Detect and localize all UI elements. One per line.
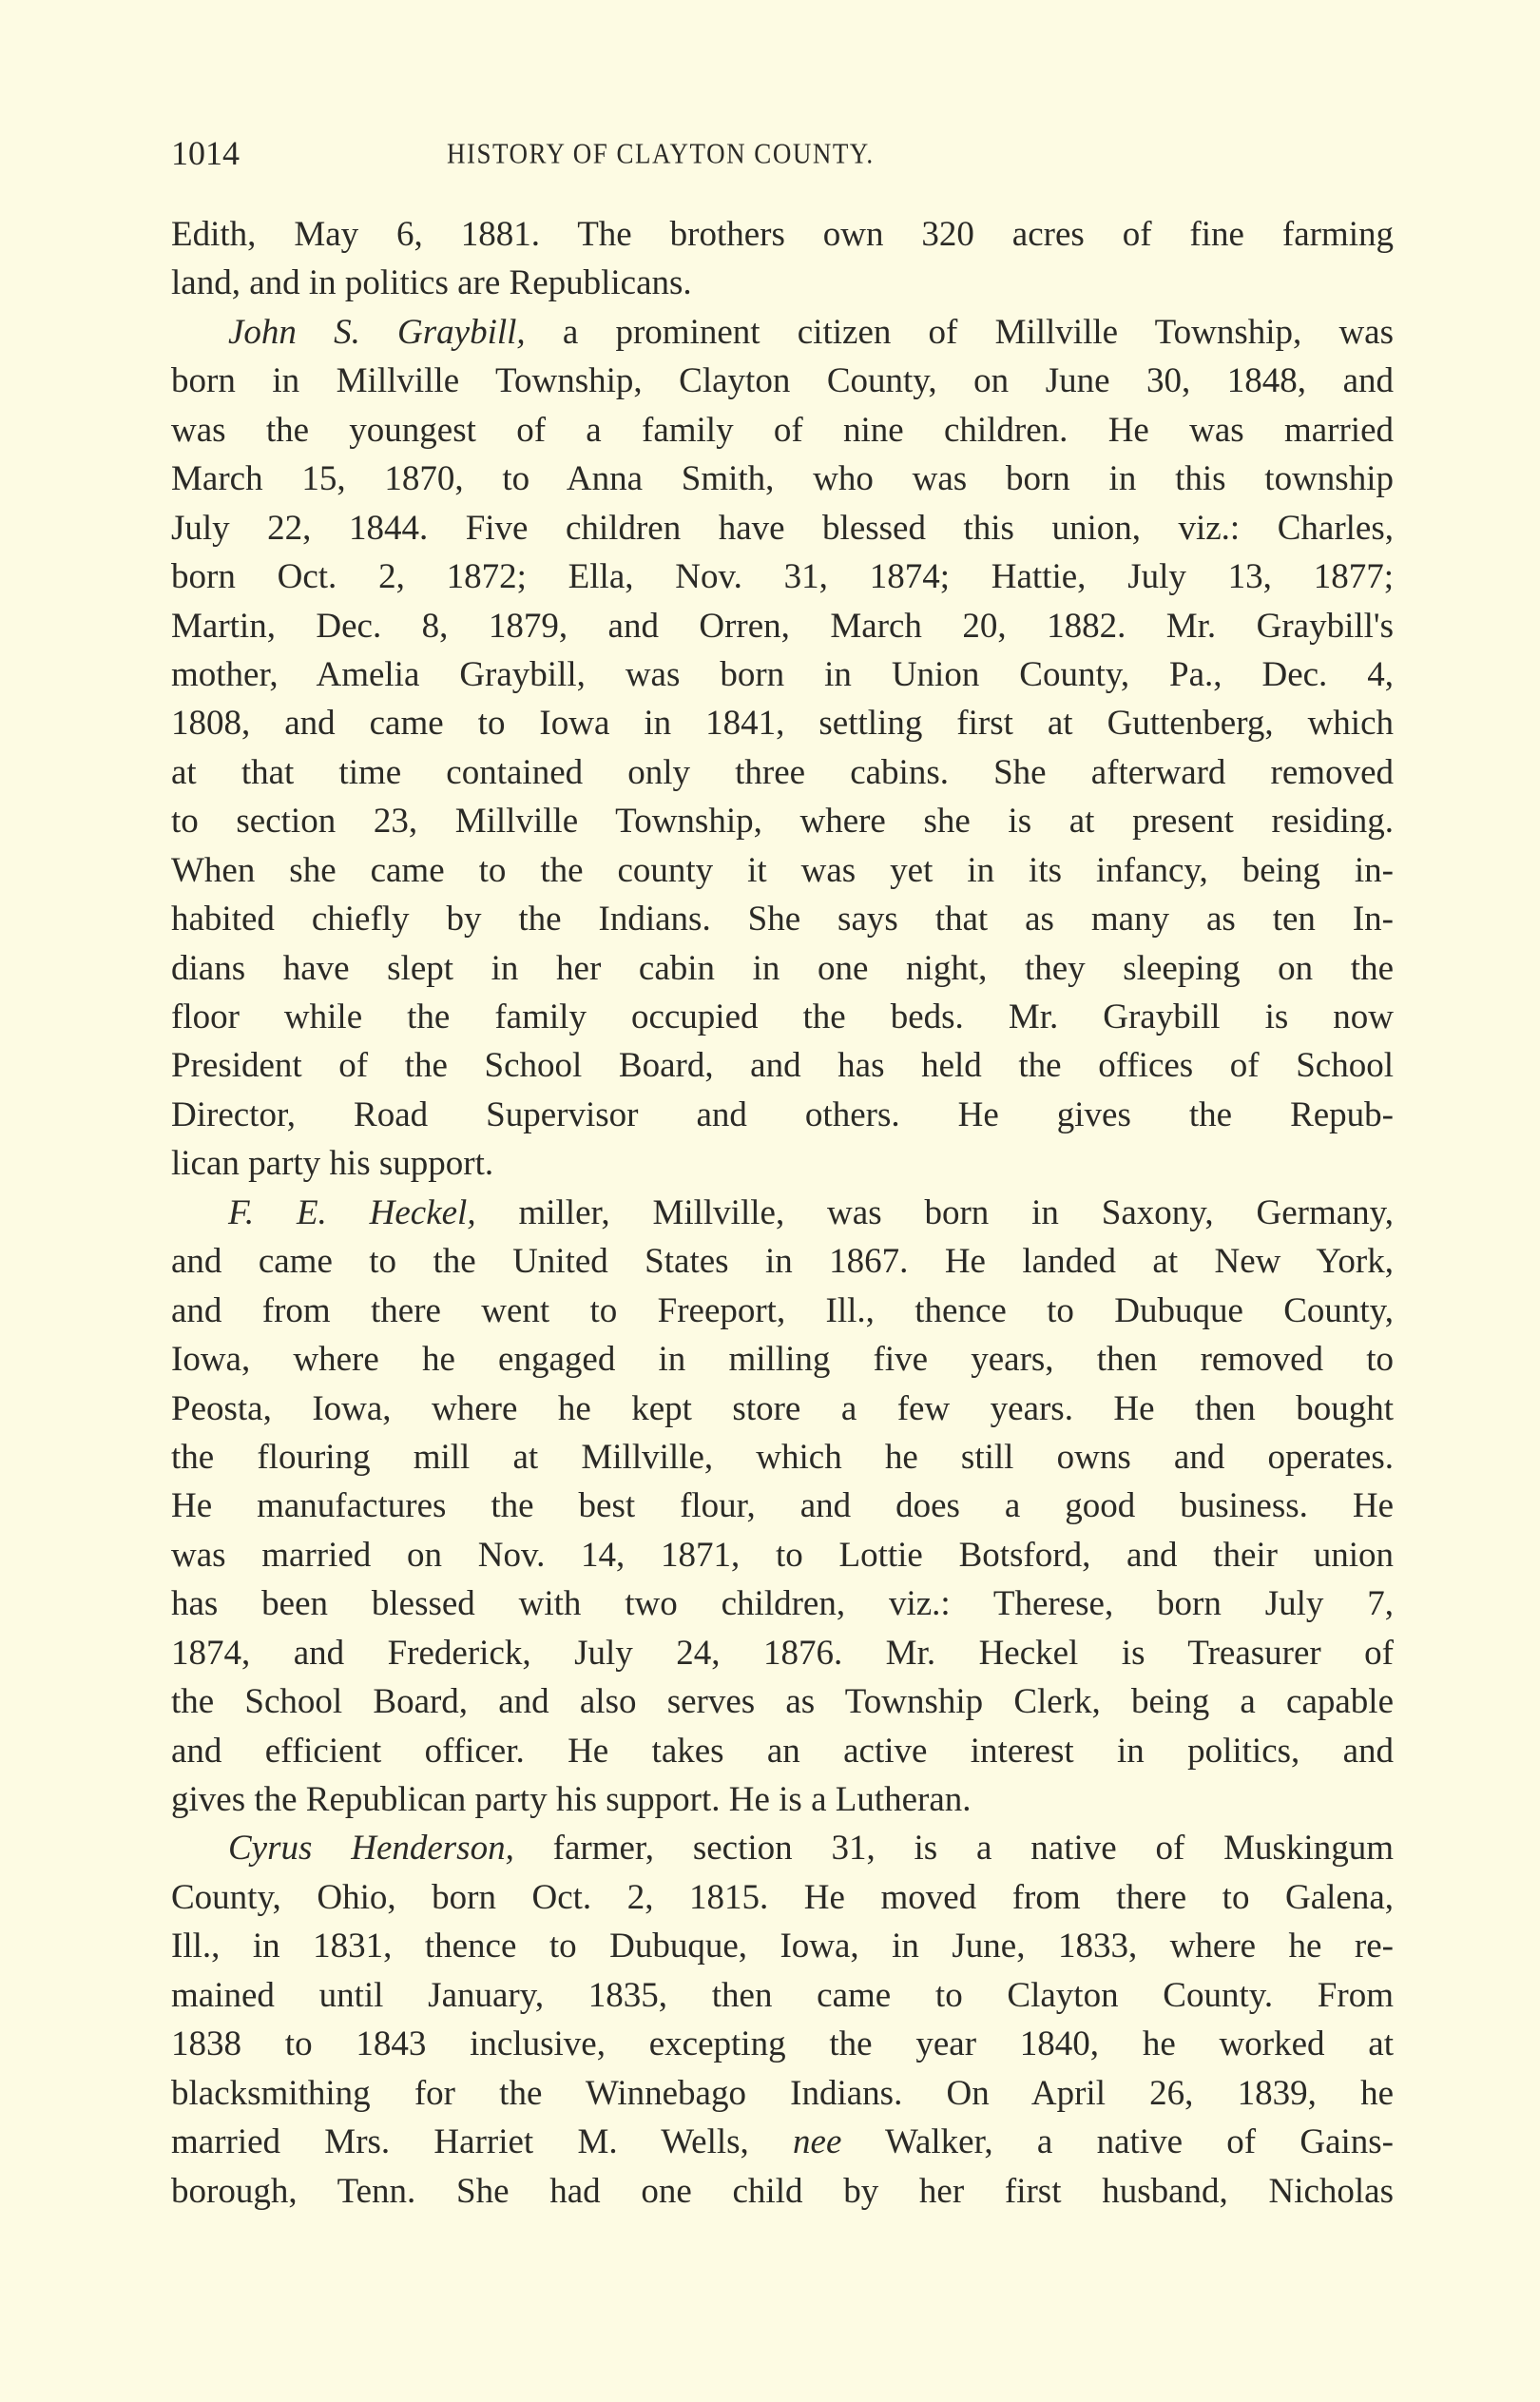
text-segment: He manufactures the best flour, and does a good business. He xyxy=(171,1486,1394,1526)
text-line xyxy=(171,1237,1394,1286)
text-segment: born Oct. 2, 1872; Ella, Nov. 31, 1874; Hattie, July 13, 1877; xyxy=(171,557,1394,597)
text-line xyxy=(171,1873,1394,1922)
running-title: HISTORY OF CLAYTON COUNTY. xyxy=(447,136,875,170)
text-line xyxy=(171,1531,1394,1579)
text-segment: When she came to the county it was yet in its infancy, being in- xyxy=(171,850,1394,890)
text-line xyxy=(171,308,1394,357)
text-segment: mained until January, 1835, then came to Clayton County. From xyxy=(171,1975,1394,2015)
text-segment: President of the School Board, and has held the offices of School xyxy=(171,1046,1394,1086)
text-line xyxy=(171,2167,1394,2216)
text-segment: 1838 to 1843 inclusive, excepting the year 1840, he worked at xyxy=(171,2024,1394,2064)
text-segment: married Mrs. Harriet M. Wells, xyxy=(171,2122,794,2162)
text-segment: Martin, Dec. 8, 1879, and Orren, March 20, 1882. Mr. Graybill's xyxy=(171,606,1394,646)
text-line xyxy=(171,1922,1394,1970)
text-segment: March 15, 1870, to Anna Smith, who was born in this township xyxy=(171,459,1394,499)
text-line xyxy=(171,504,1394,552)
text-line xyxy=(171,797,1394,845)
italic-name: John S. Graybill, xyxy=(228,312,526,352)
text-segment: 1808, and came to Iowa in 1841, settling first at Guttenberg, which xyxy=(171,704,1394,744)
text-line xyxy=(171,2069,1394,2118)
text-line xyxy=(171,1482,1394,1530)
italic-name: nee xyxy=(793,2122,842,2162)
text-segment: the School Board, and also serves as Township Clerk, being a capable xyxy=(171,1682,1394,1722)
text-segment: was married on Nov. 14, 1871, to Lottie Botsford, and their union xyxy=(171,1535,1394,1575)
text-segment: Edith, May 6, 1881. The brothers own 320 acres of fine farming xyxy=(171,215,1394,254)
text-line xyxy=(171,846,1394,895)
text-segment: and from there went to Freeport, Ill., thence to Dubuque County, xyxy=(171,1290,1394,1330)
text-segment: blacksmithing for the Winnebago Indians. On April 26, 1839, he xyxy=(171,2073,1394,2113)
text-segment: born in Millville Township, Clayton County, on June 30, 1848, and xyxy=(171,361,1394,401)
text-segment: County, Ohio, born Oct. 2, 1815. He moved from there to Galena, xyxy=(171,1877,1394,1917)
text-line xyxy=(171,210,1394,259)
text-segment: 1874, and Frederick, July 24, 1876. Mr. Heckel is Treasurer of xyxy=(171,1633,1394,1673)
text-line xyxy=(171,944,1394,993)
text-line xyxy=(171,1775,1394,1824)
text-segment: Walker, a native of Gains- xyxy=(841,2122,1394,2162)
text-line xyxy=(171,1335,1394,1384)
text-line xyxy=(171,1041,1394,1090)
text-segment: at that time contained only three cabins. She afterward removed xyxy=(171,752,1394,792)
text-segment: habited chiefly by the Indians. She says that as many as ten In- xyxy=(171,900,1394,939)
text-line xyxy=(171,2020,1394,2068)
text-line xyxy=(171,259,1394,307)
text-line xyxy=(171,748,1394,797)
italic-name: F. E. Heckel, xyxy=(228,1192,476,1232)
text-segment: dians have slept in her cabin in one night, they sleeping on the xyxy=(171,948,1394,988)
text-line xyxy=(171,1385,1394,1433)
text-line xyxy=(171,1824,1394,1872)
text-line xyxy=(171,1433,1394,1482)
text-line xyxy=(171,2118,1394,2166)
text-segment: and efficient officer. He takes an active interest in politics, and xyxy=(171,1731,1394,1771)
text-line xyxy=(171,895,1394,943)
text-line xyxy=(171,1287,1394,1335)
text-segment: lican party his support. xyxy=(171,1144,494,1184)
text-segment: to section 23, Millville Township, where she is at present residing. xyxy=(171,802,1394,842)
text-line xyxy=(171,1579,1394,1628)
text-line xyxy=(171,602,1394,650)
text-line xyxy=(171,993,1394,1041)
text-segment: borough, Tenn. She had one child by her first husband, Nicholas xyxy=(171,2171,1394,2211)
text-segment: miller, Millville, was born in Saxony, Germany, xyxy=(475,1192,1394,1232)
text-line xyxy=(171,1629,1394,1677)
text-segment: land, and in politics are Republicans. xyxy=(171,263,692,303)
body-text xyxy=(171,210,1394,2216)
text-segment: a prominent citizen of Millville Township, was xyxy=(525,312,1394,352)
text-segment: Ill., in 1831, thence to Dubuque, Iowa, in June, 1833, where he re- xyxy=(171,1927,1394,1966)
text-line xyxy=(171,699,1394,747)
text-segment: and came to the United States in 1867. He landed at New York, xyxy=(171,1242,1394,1282)
text-segment: gives the Republican party his support. He is a Lutheran. xyxy=(171,1780,972,1819)
text-segment: July 22, 1844. Five children have blessed this union, viz.: Charles, xyxy=(171,508,1394,548)
text-line xyxy=(171,1971,1394,2020)
page-header xyxy=(171,133,1394,181)
italic-name: Cyrus Henderson, xyxy=(228,1829,514,1869)
text-segment: farmer, section 31, is a native of Muskingum xyxy=(513,1829,1394,1869)
text-line xyxy=(171,1091,1394,1139)
page-number: 1014 xyxy=(171,134,240,172)
text-segment: Director, Road Supervisor and others. He gives the Repub- xyxy=(171,1094,1394,1134)
text-segment: Iowa, where he engaged in milling five years, then removed to xyxy=(171,1340,1394,1380)
text-line xyxy=(171,1189,1394,1237)
text-line xyxy=(171,1677,1394,1726)
text-segment: has been blessed with two children, viz.: Therese, born July 7, xyxy=(171,1584,1394,1624)
text-line xyxy=(171,552,1394,601)
text-segment: floor while the family occupied the beds. Mr. Graybill is now xyxy=(171,998,1394,1036)
text-line xyxy=(171,650,1394,699)
text-line xyxy=(171,1727,1394,1775)
text-line xyxy=(171,357,1394,405)
text-segment: was the youngest of a family of nine children. He was married xyxy=(171,410,1394,450)
text-segment: mother, Amelia Graybill, was born in Union County, Pa., Dec. 4, xyxy=(171,654,1394,694)
text-line xyxy=(171,1139,1394,1188)
text-line xyxy=(171,455,1394,503)
text-line xyxy=(171,406,1394,455)
text-segment: the flouring mill at Millville, which he still owns and operates. xyxy=(171,1437,1394,1477)
text-segment: Peosta, Iowa, where he kept store a few years. He then bought xyxy=(171,1388,1394,1428)
